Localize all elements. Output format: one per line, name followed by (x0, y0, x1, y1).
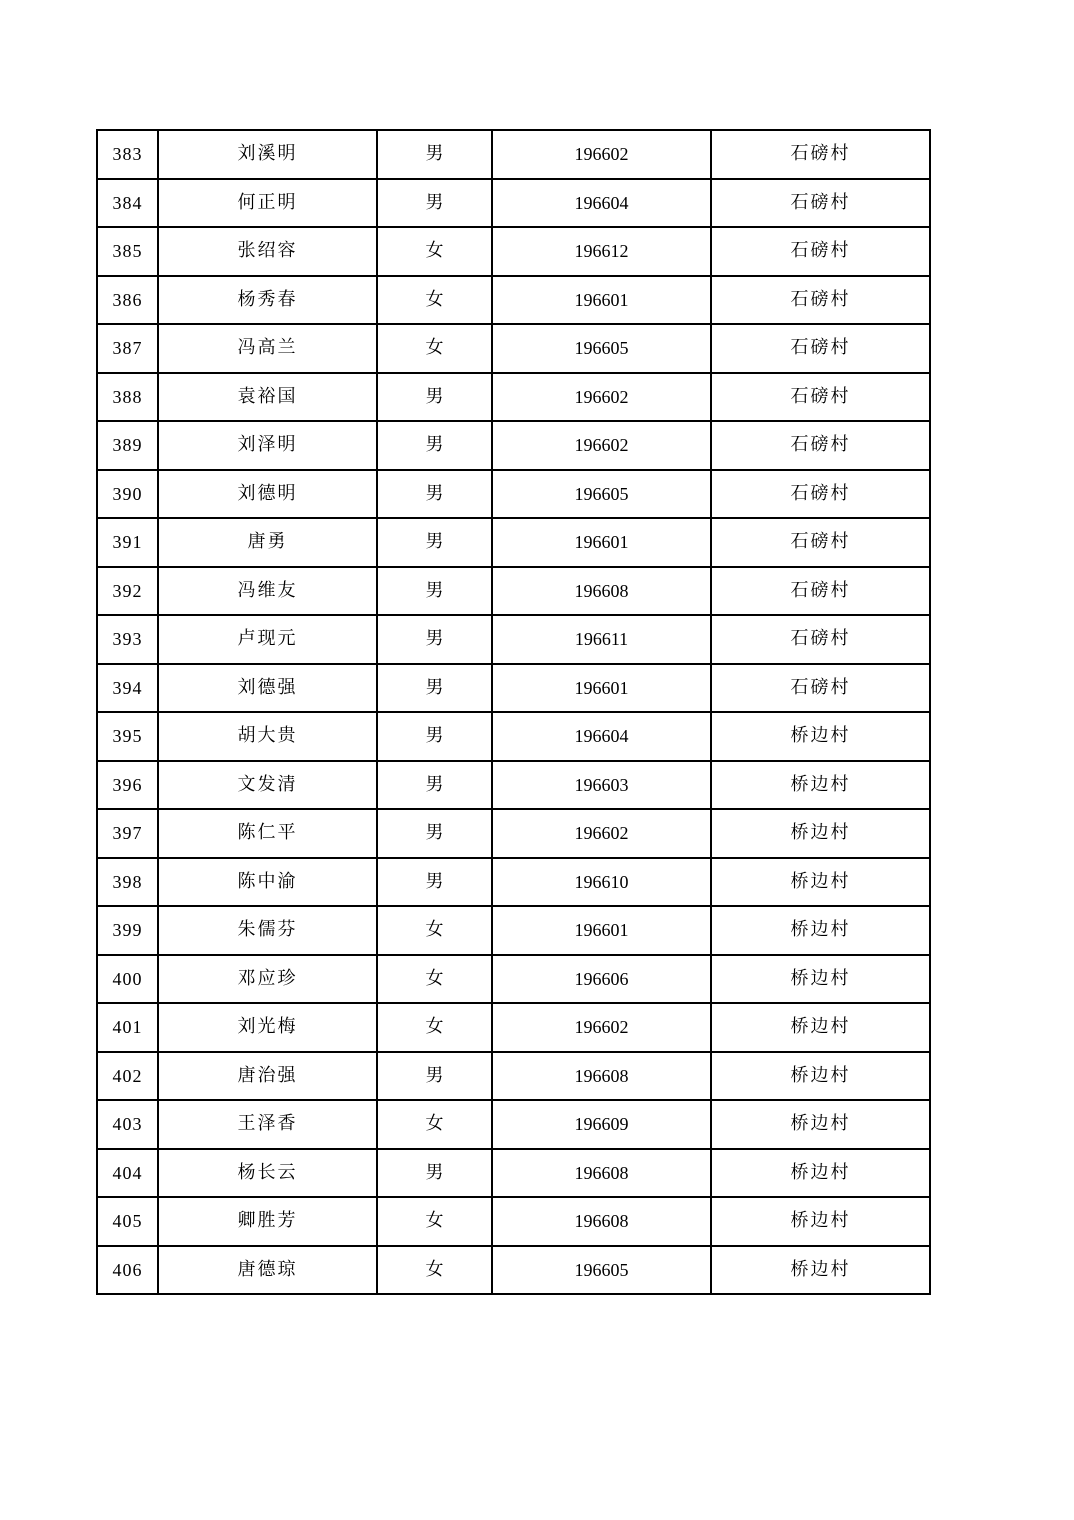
gender: 男 (377, 518, 492, 567)
gender: 女 (377, 955, 492, 1004)
village: 石磅村 (711, 373, 930, 422)
birth-date: 196601 (492, 906, 711, 955)
gender: 男 (377, 664, 492, 713)
village: 桥边村 (711, 955, 930, 1004)
village: 桥边村 (711, 1003, 930, 1052)
person-name: 刘德明 (158, 470, 377, 519)
village: 桥边村 (711, 1149, 930, 1198)
birth-date: 196605 (492, 324, 711, 373)
birth-date: 196601 (492, 276, 711, 325)
gender: 女 (377, 1246, 492, 1295)
person-name: 唐德琼 (158, 1246, 377, 1295)
row-number: 396 (97, 761, 158, 810)
birth-date: 196611 (492, 615, 711, 664)
table-row (97, 179, 930, 228)
row-number: 392 (97, 567, 158, 616)
row-number: 398 (97, 858, 158, 907)
birth-date: 196604 (492, 712, 711, 761)
gender: 女 (377, 324, 492, 373)
village: 石磅村 (711, 567, 930, 616)
person-name: 何正明 (158, 179, 377, 228)
village: 石磅村 (711, 421, 930, 470)
table-row (97, 324, 930, 373)
table-row (97, 955, 930, 1004)
birth-date: 196609 (492, 1100, 711, 1149)
table-row (97, 373, 930, 422)
gender: 男 (377, 858, 492, 907)
village: 石磅村 (711, 518, 930, 567)
table-row (97, 809, 930, 858)
table-row (97, 1246, 930, 1295)
table-row (97, 518, 930, 567)
birth-date: 196610 (492, 858, 711, 907)
row-number: 394 (97, 664, 158, 713)
village: 桥边村 (711, 1100, 930, 1149)
birth-date: 196608 (492, 567, 711, 616)
row-number: 389 (97, 421, 158, 470)
person-name: 杨长云 (158, 1149, 377, 1198)
row-number: 397 (97, 809, 158, 858)
person-name: 陈仁平 (158, 809, 377, 858)
table-row (97, 1149, 930, 1198)
gender: 男 (377, 179, 492, 228)
birth-date: 196608 (492, 1197, 711, 1246)
table-row (97, 276, 930, 325)
gender: 男 (377, 373, 492, 422)
person-name: 文发清 (158, 761, 377, 810)
row-number: 399 (97, 906, 158, 955)
person-name: 卢现元 (158, 615, 377, 664)
table-row (97, 567, 930, 616)
village: 桥边村 (711, 761, 930, 810)
table-row (97, 858, 930, 907)
person-name: 刘溪明 (158, 130, 377, 179)
person-name: 胡大贵 (158, 712, 377, 761)
birth-date: 196612 (492, 227, 711, 276)
person-name: 冯高兰 (158, 324, 377, 373)
table-row (97, 1003, 930, 1052)
village: 石磅村 (711, 470, 930, 519)
person-name: 陈中渝 (158, 858, 377, 907)
gender: 女 (377, 1003, 492, 1052)
birth-date: 196602 (492, 1003, 711, 1052)
row-number: 391 (97, 518, 158, 567)
row-number: 383 (97, 130, 158, 179)
person-name: 刘光梅 (158, 1003, 377, 1052)
row-number: 405 (97, 1197, 158, 1246)
birth-date: 196602 (492, 130, 711, 179)
village: 桥边村 (711, 712, 930, 761)
gender: 男 (377, 615, 492, 664)
gender: 男 (377, 1052, 492, 1101)
gender: 男 (377, 761, 492, 810)
village: 石磅村 (711, 130, 930, 179)
person-name: 邓应珍 (158, 955, 377, 1004)
person-name: 冯维友 (158, 567, 377, 616)
row-number: 395 (97, 712, 158, 761)
table-row (97, 470, 930, 519)
row-number: 393 (97, 615, 158, 664)
village: 桥边村 (711, 1052, 930, 1101)
row-number: 385 (97, 227, 158, 276)
table-row (97, 227, 930, 276)
person-name: 刘德强 (158, 664, 377, 713)
row-number: 406 (97, 1246, 158, 1295)
gender: 女 (377, 1100, 492, 1149)
gender: 男 (377, 1149, 492, 1198)
birth-date: 196605 (492, 1246, 711, 1295)
village: 桥边村 (711, 906, 930, 955)
birth-date: 196602 (492, 809, 711, 858)
village: 石磅村 (711, 664, 930, 713)
village: 桥边村 (711, 809, 930, 858)
table-row (97, 130, 930, 179)
row-number: 400 (97, 955, 158, 1004)
row-number: 403 (97, 1100, 158, 1149)
birth-date: 196603 (492, 761, 711, 810)
person-name: 杨秀春 (158, 276, 377, 325)
birth-date: 196605 (492, 470, 711, 519)
row-number: 402 (97, 1052, 158, 1101)
birth-date: 196608 (492, 1149, 711, 1198)
table-row (97, 1100, 930, 1149)
roster-table (96, 129, 931, 1295)
table-row (97, 664, 930, 713)
row-number: 390 (97, 470, 158, 519)
birth-date: 196601 (492, 518, 711, 567)
gender: 男 (377, 470, 492, 519)
gender: 男 (377, 130, 492, 179)
gender: 男 (377, 809, 492, 858)
gender: 男 (377, 567, 492, 616)
table-row (97, 421, 930, 470)
birth-date: 196606 (492, 955, 711, 1004)
row-number: 384 (97, 179, 158, 228)
birth-date: 196602 (492, 373, 711, 422)
person-name: 唐勇 (158, 518, 377, 567)
table-row (97, 712, 930, 761)
village: 石磅村 (711, 227, 930, 276)
gender: 女 (377, 1197, 492, 1246)
table-row (97, 761, 930, 810)
roster-body (97, 130, 930, 1294)
village: 石磅村 (711, 276, 930, 325)
village: 石磅村 (711, 615, 930, 664)
row-number: 388 (97, 373, 158, 422)
person-name: 朱儒芬 (158, 906, 377, 955)
person-name: 袁裕国 (158, 373, 377, 422)
table-row (97, 906, 930, 955)
row-number: 401 (97, 1003, 158, 1052)
birth-date: 196601 (492, 664, 711, 713)
village: 桥边村 (711, 1197, 930, 1246)
village: 桥边村 (711, 858, 930, 907)
person-name: 王泽香 (158, 1100, 377, 1149)
row-number: 386 (97, 276, 158, 325)
village: 石磅村 (711, 324, 930, 373)
table-row (97, 1197, 930, 1246)
gender: 男 (377, 421, 492, 470)
village: 石磅村 (711, 179, 930, 228)
table-row (97, 615, 930, 664)
person-name: 唐治强 (158, 1052, 377, 1101)
birth-date: 196608 (492, 1052, 711, 1101)
person-name: 刘泽明 (158, 421, 377, 470)
village: 桥边村 (711, 1246, 930, 1295)
table-row (97, 1052, 930, 1101)
person-name: 张绍容 (158, 227, 377, 276)
birth-date: 196602 (492, 421, 711, 470)
birth-date: 196604 (492, 179, 711, 228)
gender: 女 (377, 276, 492, 325)
person-name: 卿胜芳 (158, 1197, 377, 1246)
row-number: 404 (97, 1149, 158, 1198)
gender: 女 (377, 906, 492, 955)
row-number: 387 (97, 324, 158, 373)
gender: 男 (377, 712, 492, 761)
gender: 女 (377, 227, 492, 276)
